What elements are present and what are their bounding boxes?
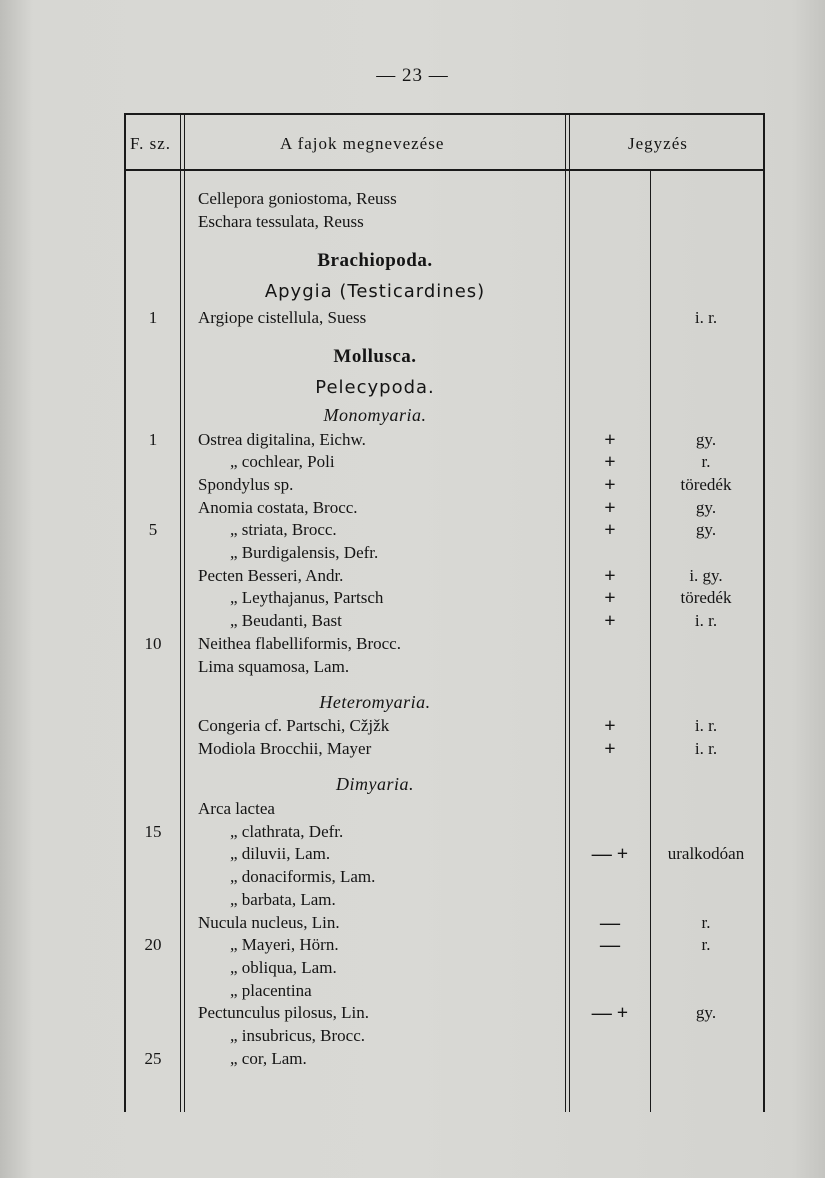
header-col-num: F. sz. (130, 134, 172, 153)
species-name: Anomia costata, Brocc. (198, 497, 358, 517)
occurrence-mark: + (604, 610, 616, 633)
species-note: i. r. (694, 611, 718, 631)
occurrence-mark: + (604, 519, 616, 542)
species-name: Modiola Brocchii, Mayer (198, 739, 372, 759)
occurrence-mark: + (604, 428, 616, 451)
species-name: „ diluvii, Lam. (230, 844, 331, 864)
table-row (0, 656, 825, 678)
species-name: „ cor, Lam. (230, 1048, 307, 1068)
table-row (0, 798, 825, 820)
species-note: r. (701, 912, 711, 932)
species-name: Lima squamosa, Lam. (198, 656, 350, 676)
table-header-rule (124, 169, 765, 171)
occurrence-mark: + (604, 738, 616, 761)
species-name: „ Beudanti, Bast (230, 611, 342, 631)
species-name: „ barbata, Lam. (230, 889, 336, 909)
table-row (0, 980, 825, 1002)
table-row (0, 429, 825, 451)
species-note: i. r. (694, 739, 718, 759)
species-name: „ Burdigalensis, Defr. (230, 543, 379, 563)
species-note: töredék (680, 588, 732, 608)
occurrence-mark: + (604, 587, 616, 610)
occurrence-mark: — + (591, 843, 629, 866)
species-name: „ obliqua, Lam. (230, 957, 337, 977)
species-name: Congeria cf. Partschi, Cžjžk (198, 716, 390, 736)
table-row (0, 188, 825, 210)
species-name: Eschara tessulata, Reuss (198, 211, 364, 231)
species-note: r. (701, 452, 711, 472)
occurrence-mark: — (600, 911, 620, 934)
occurrence-mark: + (604, 564, 616, 587)
species-name: Neithea flabelliformis, Brocc. (198, 633, 401, 653)
species-name: „ Mayeri, Hörn. (230, 935, 339, 955)
species-name: Pectunculus pilosus, Lin. (198, 1003, 369, 1023)
page-number: — 23 — (376, 65, 449, 86)
section-heading: Monomyaria. (323, 404, 427, 425)
table-row (0, 519, 825, 541)
header-col-note: Jegyzés (628, 134, 688, 153)
species-number: 1 (148, 429, 158, 449)
species-note: gy. (695, 520, 717, 540)
occurrence-mark: + (604, 715, 616, 738)
species-number: 5 (148, 520, 158, 540)
species-note: i. r. (694, 716, 718, 736)
species-note: töredék (680, 474, 732, 494)
section-heading: Pelecypoda. (315, 377, 435, 399)
table-row (0, 738, 825, 760)
table-row (0, 542, 825, 564)
species-note: gy. (695, 1003, 717, 1023)
section-heading: Apygia (Testicardines) (264, 280, 486, 302)
section-heading: Mollusca. (333, 346, 417, 368)
table-row (0, 211, 825, 233)
species-note: r. (701, 935, 711, 955)
occurrence-mark: — (600, 934, 620, 957)
species-name: Cellepora goniostoma, Reuss (198, 189, 397, 208)
table-row (0, 307, 825, 329)
occurrence-mark: + (604, 473, 616, 496)
species-name: Ostrea digitalina, Eichw. (198, 429, 366, 449)
species-number: 25 (144, 1048, 162, 1068)
species-note: gy. (695, 497, 717, 517)
species-name: „ Leythajanus, Partsch (230, 588, 384, 608)
species-note: uralkodóan (667, 844, 745, 864)
species-name: „ clathrata, Defr. (230, 821, 344, 841)
table-row (0, 610, 825, 632)
table-row (0, 866, 825, 888)
species-note: i. gy. (689, 565, 723, 585)
species-note: i. r. (694, 308, 718, 328)
header-col-name: A fajok megnevezése (280, 134, 445, 153)
species-name: Spondylus sp. (198, 474, 294, 494)
occurrence-mark: + (604, 451, 616, 474)
table-row (0, 821, 825, 843)
species-number: 1 (148, 308, 158, 328)
table-row (0, 1002, 825, 1024)
table-row (0, 889, 825, 911)
section-heading: Brachiopoda. (317, 249, 433, 271)
species-name: „ placentina (230, 980, 312, 1000)
table-row (0, 912, 825, 934)
species-number: 20 (144, 935, 162, 955)
species-name: Pecten Besseri, Andr. (198, 565, 344, 585)
table-row (0, 451, 825, 473)
species-number: 10 (144, 633, 162, 653)
species-name: Arca lactea (198, 799, 275, 819)
species-name: „ striata, Brocc. (230, 520, 337, 540)
section-heading: Dimyaria. (336, 774, 414, 795)
species-name: „ cochlear, Poli (230, 452, 335, 472)
table-row (0, 934, 825, 956)
table-row (0, 633, 825, 655)
occurrence-mark: — + (591, 1002, 629, 1025)
table-row (0, 497, 825, 519)
species-note: gy. (695, 429, 717, 449)
species-number: 15 (144, 821, 162, 841)
table-row (0, 957, 825, 979)
section-heading: Heteromyaria. (319, 691, 431, 712)
species-name: „ donaciformis, Lam. (230, 867, 376, 887)
table-row (0, 1025, 825, 1047)
table-row (0, 565, 825, 587)
occurrence-mark: + (604, 496, 616, 519)
table-row (0, 715, 825, 737)
table-row (0, 587, 825, 609)
table-top-rule (124, 113, 765, 115)
table-row (0, 474, 825, 496)
table-row (0, 1048, 825, 1070)
species-name: Nucula nucleus, Lin. (198, 912, 340, 932)
species-name: „ insubricus, Brocc. (230, 1026, 366, 1046)
species-name: Argiope cistellula, Suess (198, 308, 367, 328)
table-row (0, 843, 825, 865)
